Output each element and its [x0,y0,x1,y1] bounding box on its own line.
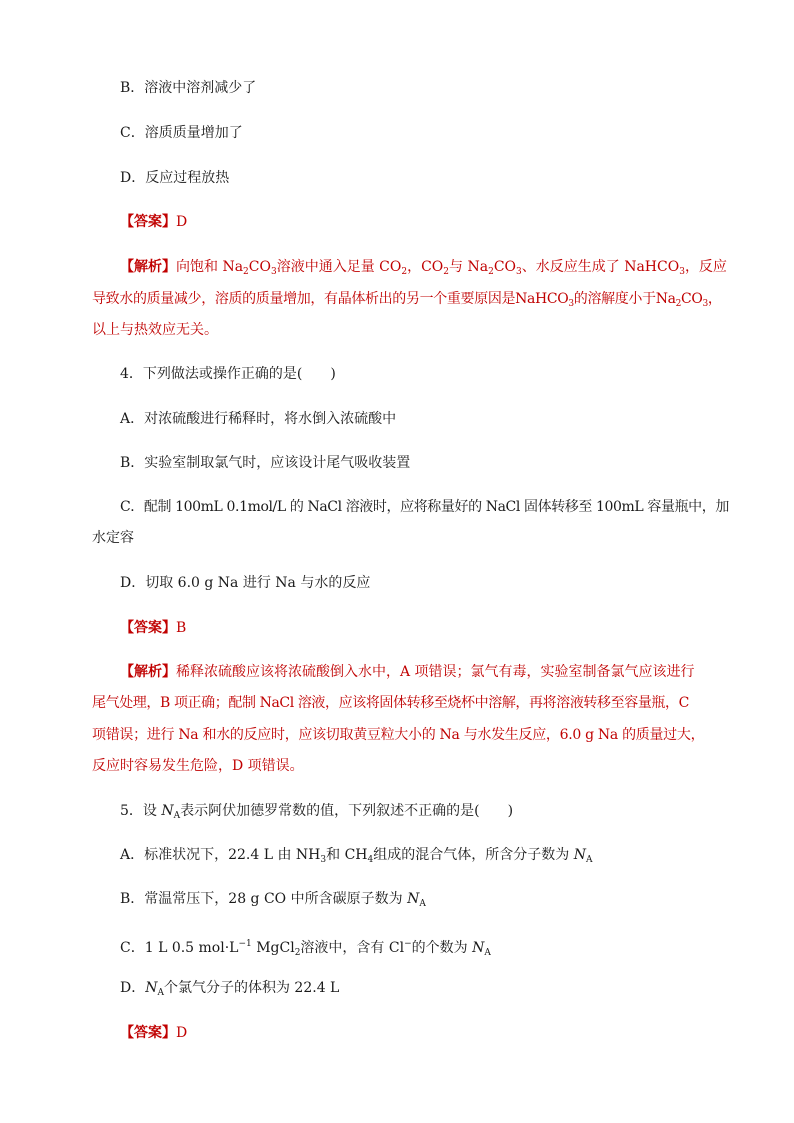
q4-option-c-line-1: C．配制 100mL 0.1mol/L 的 NaCl 溶液时，应将称量好的 NaCl 固体转移至 100mL 容量瓶中，加 [120,499,729,515]
text: 向饱和 Na [176,259,244,275]
text: 溶液中通入足量 CO [276,259,402,275]
text: 组成的混合气体，所含分子数为 [373,847,574,863]
avogadro-symbol: N [407,891,420,907]
subscript: A [419,899,426,909]
superscript: − [404,939,412,949]
avogadro-symbol: N [472,940,485,956]
q4-analysis-line-2: 尾气处理，B 项正确；配制 NaCl 溶液，应该将固体转移至烧杯中溶解，再将溶液转移至容量瓶，C [92,695,689,711]
q3-option-d: D．反应过程放热 [120,170,230,186]
subscript: 3 [270,267,277,277]
text: 、水反应生成了 NaHCO [521,259,680,275]
text: CO [680,291,703,307]
q4-analysis-line-1 [120,662,695,682]
answer-value: D [176,214,188,230]
subscript: 2 [243,267,249,277]
text: 的溶解度小于Na [573,291,676,307]
q5-option-d [120,978,339,1003]
analysis-tag: 【解析】 [120,259,176,275]
q5-stem [120,801,513,826]
text: 与 Na [449,259,489,275]
q3-answer [120,212,187,232]
text: CO [248,259,271,275]
text: MgCl [251,940,295,956]
q4-option-b: B．实验室制取氯气时，应该设计尾气吸收装置 [120,455,411,471]
subscript: 3 [320,855,327,865]
text: 的个数为 [411,940,473,956]
q4-analysis-line-4: 反应时容易发生危险，D 项错误。 [92,758,304,774]
text: A．标准状况下，22.4 L 由 NH [120,847,321,863]
subscript: 4 [367,855,374,865]
subscript: 2 [443,267,450,277]
subscript: A [173,811,181,821]
text: 导致水的质量减少，溶质的质量增加，有晶体析出的另一个重要原因是NaHCO [92,291,569,307]
subscript: 2 [294,948,301,958]
q4-option-a: A．对浓硫酸进行稀释时，将水倒入浓硫酸中 [120,411,397,427]
q5-option-c [120,934,491,963]
q4-analysis-line-3: 项错误；进行 Na 和水的反应时，应该切取黄豆粒大小的 Na 与水发生反应，6.0 g Na 的质量过大， [92,727,705,743]
text: B．常温常压下，28 g CO 中所含碳原子数为 [120,891,408,907]
q5-option-a [120,845,592,870]
subscript: 3 [679,267,685,277]
q5-answer [120,1023,187,1043]
subscript: 3 [516,267,522,277]
q4-stem: 4．下列做法或操作正确的是( ) [120,366,336,382]
subscript: 2 [401,267,408,277]
text: 溶液中，含有 Cl [300,940,405,956]
subscript: 3 [702,299,708,309]
answer-value: D [176,1025,188,1041]
subscript: A [484,948,491,958]
q3-option-c: C．溶质质量增加了 [120,125,243,141]
text: ，反应 [684,259,727,275]
q5-option-b [120,889,426,914]
text: CO [493,259,517,275]
answer-tag: 【答案】 [120,1025,176,1041]
q3-analysis-line-3: 以上与热效应无关。 [92,322,218,338]
answer-value: B [176,620,187,636]
subscript: A [585,855,593,865]
q3-analysis-line-2 [92,289,722,314]
text: ，CO [407,259,444,275]
q4-option-c-line-2: 水定容 [92,530,134,546]
text: 稀释浓硫酸应该将浓硫酸倒入水中，A 项错误；氯气有毒，实验室制备氯气应该进行 [176,664,695,680]
avogadro-symbol: N [573,847,586,863]
answer-tag: 【答案】 [120,620,176,636]
avogadro-symbol: N [145,980,158,996]
q3-option-b: B．溶液中溶剂减少了 [120,80,257,96]
text: D． [120,980,146,996]
subscript: 2 [675,299,681,309]
subscript: A [157,988,164,998]
avogadro-symbol: N [161,803,174,819]
answer-tag: 【答案】 [120,214,176,230]
text: ， [707,291,722,307]
text: 表示阿伏加德罗常数的值，下列叙述不正确的是( ) [180,803,514,819]
analysis-tag: 【解析】 [120,664,176,680]
text: 5．设 [120,803,162,819]
superscript: −1 [238,939,252,949]
q4-answer [120,618,186,638]
q4-option-d: D．切取 6.0 g Na 进行 Na 与水的反应 [120,575,371,591]
subscript: 3 [568,299,574,309]
text: 个氯气分子的体积为 22.4 L [163,980,340,996]
text: 和 CH [326,847,368,863]
text: C．1 L 0.5 mol·L [120,940,239,956]
subscript: 2 [488,267,494,277]
q3-analysis-line-1 [120,257,727,282]
